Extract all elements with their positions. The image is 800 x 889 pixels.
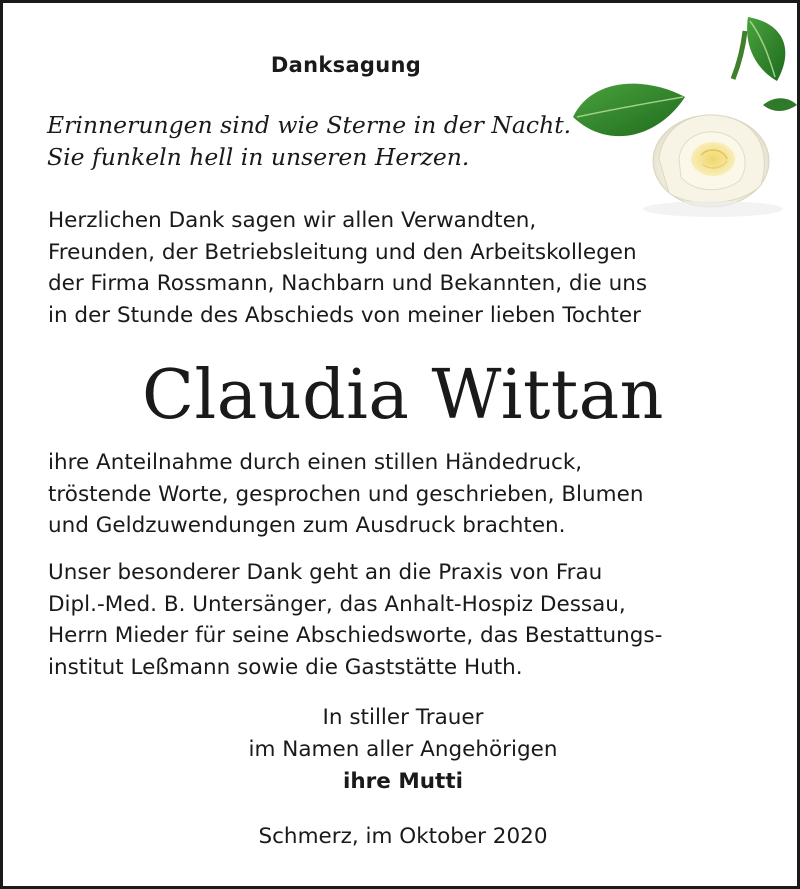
thanks-paragraph-2 <box>48 447 788 542</box>
paragraph-1-line: Herzlichen Dank sagen wir allen Verwandten, <box>48 208 537 233</box>
place-date: Schmerz, im Oktober 2020 <box>258 824 548 849</box>
paragraph-3-line: Dipl.-Med. B. Untersänger, das Anhalt-Hospiz Dessau, <box>48 591 626 617</box>
paragraph-3-line: Unser besonderer Dank geht an die Praxis von Frau <box>48 560 603 585</box>
deceased-name: Claudia Wittan <box>142 356 664 435</box>
paragraph-1-line: Freunden, der Betriebsleitung und den Arbeitskollegen <box>48 239 637 265</box>
paragraph-2-line: ihre Anteilnahme durch einen stillen Händedruck, <box>48 450 583 475</box>
motto-line-1: Erinnerungen sind wie Sterne in der Nacht. <box>47 111 572 139</box>
motto-quote <box>47 109 607 173</box>
paragraph-1-line: der Firma Rossmann, Nachbarn und Bekannten, die uns <box>48 271 648 296</box>
closing-signature: ihre Mutti <box>343 769 463 794</box>
thanks-paragraph-3 <box>48 557 788 683</box>
paragraph-2-line: tröstende Worte, gesprochen und geschrieben, Blumen <box>48 481 644 507</box>
white-rose-icon <box>563 9 799 225</box>
notice-heading: Danksagung <box>270 53 422 77</box>
thanks-paragraph-1 <box>48 205 788 331</box>
paragraph-1-line: in der Stunde des Abschieds von meiner lieben Tochter <box>48 302 641 328</box>
paragraph-3-line: institut Leßmann sowie die Gaststätte Huth. <box>48 654 523 680</box>
motto-line-2: Sie funkeln hell in unseren Herzen. <box>47 143 470 171</box>
closing-block <box>3 702 800 798</box>
closing-line-1: In stiller Trauer <box>322 705 484 730</box>
paragraph-3-line: Herrn Mieder für seine Abschiedsworte, das Bestattungs- <box>48 623 663 648</box>
paragraph-2-line: und Geldzuwendungen zum Ausdruck brachten. <box>48 513 566 538</box>
closing-line-2: im Namen aller Angehörigen <box>248 737 558 762</box>
